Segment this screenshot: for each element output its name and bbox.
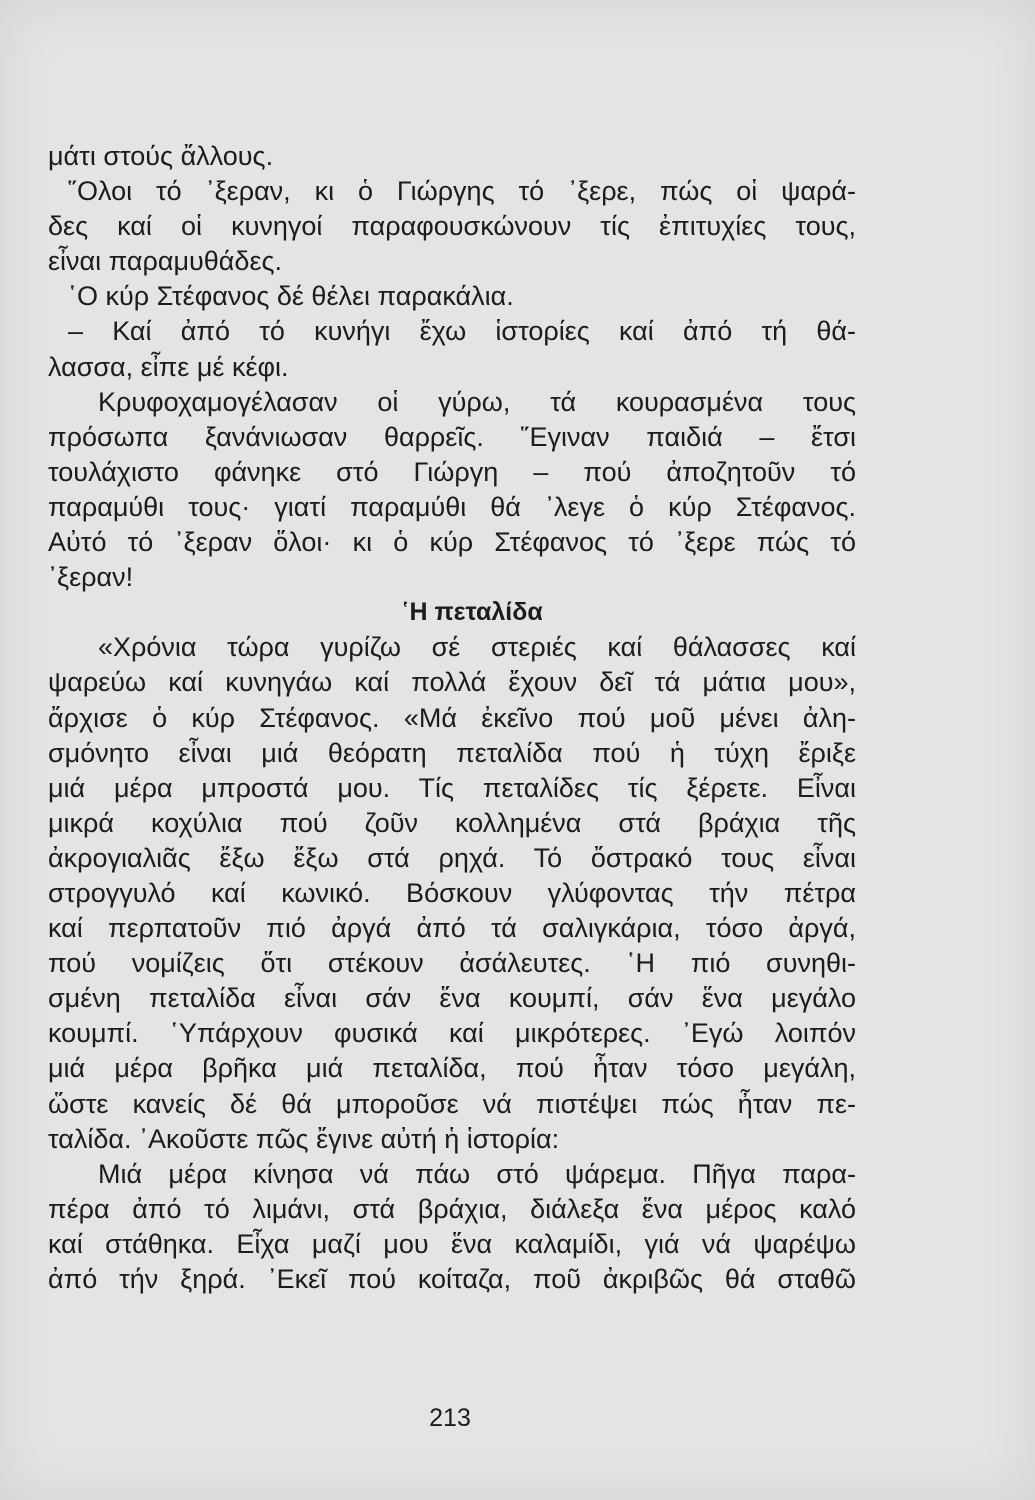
text-line: δες καί οἱ κυνηγοί παραφουσκώνουν τίς ἐπιτυχίες τους, [48, 211, 856, 242]
text-line: ῾Ο κύρ Στέφανος δέ θέλει παρακάλια. [68, 281, 514, 312]
text-line: κουμπί. ῾Υπάρχουν φυσικά καί μικρότερες. ᾿Εγώ λοιπόν [48, 1018, 856, 1049]
text-line: παραμύθι τους· γιατί παραμύθι θά ᾿λεγε ὁ κύρ Στέφανος. [48, 491, 856, 522]
text-line: «Χρόνια τώρα γυρίζω σέ στεριές καί θάλασσες καί [98, 632, 856, 663]
text-line: σμένη πεταλίδα εἶναι σάν ἕνα κουμπί, σάν ἕνα μεγάλο [48, 983, 856, 1014]
text-line: ἀπό τήν ξηρά. ᾿Εκεῖ πού κοίταζα, ποῦ ἀκριβῶς θά σταθῶ [48, 1264, 856, 1294]
text-line: καί περπατοῦν πιό ἀργά ἀπό τά σαλιγκάρια, τόσο ἀργά, [48, 913, 856, 944]
text-line: ῞Ολοι τό ᾿ξεραν, κι ὁ Γιώργης τό ᾿ξερε, πώς οἱ ψαρά- [68, 176, 856, 207]
text-line: ὥστε κανείς δέ θά μποροῦσε νά πιστέψει πώς ἦταν πε- [48, 1088, 856, 1119]
text-line: πρόσωπα ξανάνιωσαν θαρρεῖς. ῞Εγιναν παιδιά – ἔτσι [48, 421, 856, 452]
text-line: ἀκρογιαλιᾶς ἔξω ἔξω στά ρηχά. Τό ὄστρακό τους εἶναι [48, 842, 856, 873]
text-line: τουλάχιστο φάνηκε στό Γιώργη – πού ἀποζητοῦν τό [48, 456, 856, 487]
text-line: πέρα ἀπό τό λιμάνι, στά βράχια, διάλεξα ἕνα μέρος καλό [48, 1193, 856, 1224]
text-line: ᾿ξεραν! [48, 562, 134, 593]
text-line: μιά μέρα μπροστά μου. Τίς πεταλίδες τίς ξέρετε. Εἶναι [48, 772, 856, 803]
text-line: λασσα, εἶπε μέ κέφι. [48, 351, 289, 382]
text-line: καί στάθηκα. Εἶχα μαζί μου ἕνα καλαμίδι, γιά νά ψαρέψω [48, 1228, 856, 1259]
text-line: ταλίδα. ᾿Ακοῦστε πῶς ἔγινε αὐτή ἡ ἱστορία: [48, 1123, 560, 1154]
text-line: εἶναι παραμυθάδες. [48, 246, 282, 277]
text-line: μιά μέρα βρῆκα μιά πεταλίδα, πού ἦταν τόσο μεγάλη, [48, 1053, 856, 1084]
page-number: 213 [429, 1404, 471, 1432]
text-line: ἄρχισε ὁ κύρ Στέφανος. «Μά ἐκεῖνο πού μοῦ μένει ἀλη- [48, 702, 856, 733]
text-line: ψαρεύω καί κυνηγάω καί πολλά ἔχουν δεῖ τά μάτια μου», [48, 667, 856, 698]
text-line: μικρά κοχύλια πού ζοῦν κολλημένα στά βράχια τῆς [48, 807, 856, 838]
section-heading: ῾Η πεταλίδα [401, 598, 543, 627]
text-line: Κρυφοχαμογέλασαν οἱ γύρω, τά κουρασμένα τους [98, 386, 856, 417]
text-line: στρογγυλό καί κωνικό. Βόσκουν γλύφοντας τήν πέτρα [48, 877, 856, 908]
text-line: σμόνητο εἶναι μιά θεόρατη πεταλίδα πού ἡ τύχη ἔριξε [48, 737, 856, 768]
text-line: Αὐτό τό ᾿ξεραν ὅλοι· κι ὁ κύρ Στέφανος τό ᾿ξερε πώς τό [48, 527, 856, 558]
body-text [48, 139, 856, 1297]
text-line: Μιά μέρα κίνησα νά πάω στό ψάρεμα. Πῆγα παρα- [98, 1158, 856, 1189]
text-line: μάτι στούς ἄλλους. [48, 141, 274, 171]
text-line: πού νομίζεις ὅτι στέκουν ἀσάλευτες. ῾Η πιό συνηθι- [48, 948, 856, 979]
text-line: – Καί ἀπό τό κυνήγι ἔχω ἱστορίες καί ἀπό τή θά- [68, 316, 856, 347]
